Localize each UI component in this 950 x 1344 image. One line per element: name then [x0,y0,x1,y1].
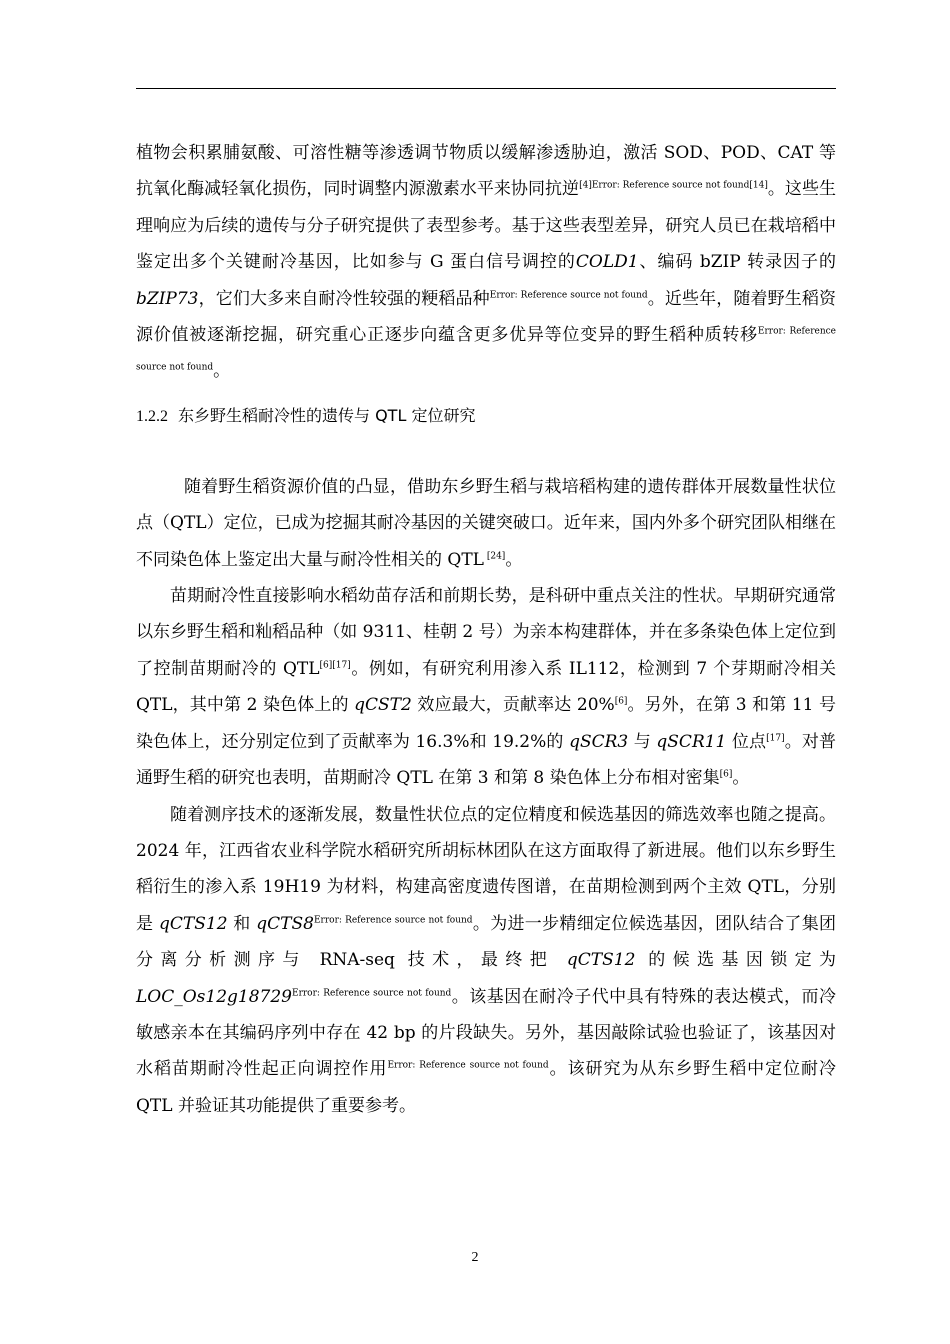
paragraph-3 [136,578,836,796]
citation: [6][17] [319,660,351,671]
citation: [6] [719,769,733,780]
paragraph-1 [136,135,836,390]
text-run: 效应最大，贡献率达 20% [411,695,615,716]
text-run: ，它们大多来自耐冷性较强的粳稻品种 [198,288,490,309]
text-run: 苗期耐冷性直接影响水稻幼苗存活和前期长势，是科研中重点关注的性状。早期研究通常以东乡野生稻和籼稻品种（如 9311、桂朝 2 号）为亲本构建群体，并在多条染色体上定位到了控制苗期耐冷的 QTL [136,586,836,679]
text-run: 随着野生稻资源价值的凸显，借助东乡野生稻与栽培稻构建的遗传群体开展数量性状位点（QTL）定位，已成为挖掘其耐冷基因的关键突破口。近年来，国内外多个研究团队相继在不同染色体上鉴定出大量与耐冷性相关的 QTL [136,476,836,570]
qtl-name: qCTS8 [256,913,314,934]
text-run: 。该基因在耐冷子代中具有特殊的表达模式，而冷敏感亲本在其编码序列中存在 42 bp 的片段缺失。另外，基因敲除试验也验证了，该基因对水稻苗期耐冷性起正向调控作用 [136,986,837,1080]
text-run: 植物会积累脯氨酸、可溶性糖等渗透调节物质以缓解渗透胁迫，激活 SOD、POD、CAT 等抗氧化酶减轻氧化损伤，同时调整内源激素水平来协同抗逆 [136,143,836,200]
text-run: 。例如，有研究利用渗入系 IL112，检测到 7 个芽期耐冷相关 QTL，其中第 2 染色体上的 [136,658,836,716]
text-run: 位点 [726,731,767,752]
section-heading [136,398,836,435]
qtl-name: qSCR11 [656,731,727,752]
text-run: 。为进一步精细定位候选基因，团队结合了集团分离分析测序与 RNA-seq 技术，最终把 [136,913,837,971]
page-number: 2 [471,1250,479,1265]
citation: [6] [614,696,628,707]
citation: Error: Reference source not found [489,289,648,300]
gene-name: bZIP73 [136,288,199,309]
citation: Error: Reference source not found [292,987,452,998]
text-run: 。这些生理响应为后续的遗传与分子研究提供了表型参考。基于这些表型差异，研究人员已在栽培稻中鉴定出多个关键耐冷基因，比如参与 G 蛋白信号调控的 [136,179,836,273]
text-run: 。 [732,768,750,789]
text-run: 、编码 bZIP 转录因子的 [638,252,837,273]
section-title: 东乡野生稻耐冷性的遗传与 QTL 定位研究 [178,405,476,425]
text-run: 随着测序技术的逐渐发展，数量性状位点的定位精度和候选基因的筛选效率也随之提高。2024 年，江西省农业科学院水稻研究所胡标林团队在这方面取得了新进展。他们以东乡野生稻衍生的渗入系 19H19 为材料，构建高密度遗传图谱，在苗期检测到两个主效 QTL，分别是 [136,804,836,934]
text-run: 。该研究为从东乡野生稻中定位耐冷 QTL 并验证其功能提供了重要参考。 [136,1059,837,1116]
text-run: 的候选基因锁定为 [635,950,837,971]
citation: [24] [483,551,506,561]
qtl-name: qCTS12 [159,913,228,934]
qtl-name: qCTS12 [566,950,636,971]
citation: [4]Error: Reference source not found[14] [579,180,768,191]
text-run: 。对普通野生稻的研究也表明，苗期耐冷 QTL 在第 3 和第 8 染色体上分布相对密集 [136,731,837,789]
text-run: 与 [628,731,657,752]
text-run: 。 [213,361,231,382]
section-number: 1.2.2 [136,407,168,425]
qtl-name: qCST2 [354,695,412,716]
gene-id: LOC_Os12g18729 [136,986,292,1007]
paragraph-2 [136,469,836,578]
citation: Error: Reference source not found [136,326,836,373]
text-run: 。近些年，随着野生稻资源价值被逐渐挖掘，研究重心正逐步向蕴含更多优异等位变异的野生稻种质转移 [136,288,837,346]
citation: [17] [766,733,785,744]
spacer [136,435,836,469]
paragraph-4 [136,797,836,1125]
citation: Error: Reference source not found [387,1060,549,1071]
header-rule [136,88,836,89]
text-run: 。 [505,549,523,570]
document-body [136,135,836,1124]
citation: Error: Reference source not found [313,915,473,926]
text-run: 和 [227,913,257,934]
qtl-name: qSCR3 [569,731,629,752]
gene-name: COLD1 [575,252,639,273]
text-run: 。另外，在第 3 和第 11 号染色体上，还分别定位到了贡献率为 16.3%和 19.2%的 [136,695,837,752]
